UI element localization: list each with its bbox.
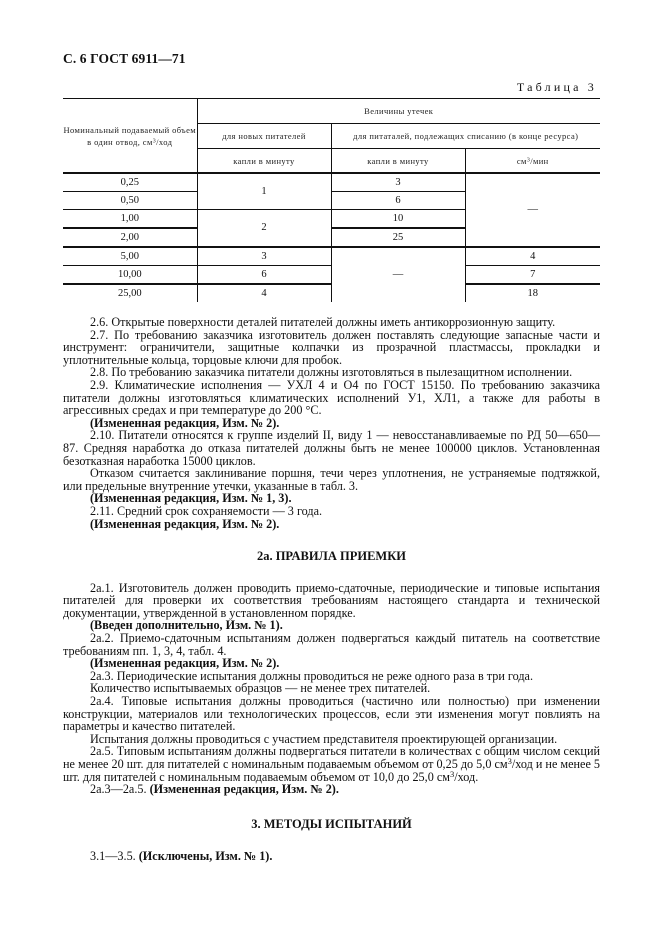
table-row: [63, 247, 600, 266]
clause-3-1-3-5: 3.1—3.5. (Исключены, Изм. № 1).: [90, 849, 273, 864]
clause-2-10: 2.10. Питатели относятся к группе изделий II, виду 1 — невосстанавливаемые по РД 50—650—87. Средняя наработка до отказа питателей должны быть не менее 100000 циклов. Установленная безотказная наработка 15000 циклов.: [63, 428, 600, 468]
cell-writeoff-cm3: 4: [465, 247, 600, 266]
document-body: [63, 316, 600, 863]
clause-2a-3-samples: Количество испытываемых образцов — не менее трех питателей.: [90, 681, 431, 696]
clause-2a-5: 2а.5. Типовым испытаниям должны подвергаться питатели в количествах с общим числом секций не менее 20 шт. для питателей с номинальным подаваемым объемом от 0,25 до 5,0 $см^3$/ход и не менее 5 шт. для питателей с номинальным подаваемым объемом от 10,0 до 25,0 $см^3$/ход.: [63, 744, 601, 784]
cell-writeoff-drops: 3: [331, 173, 465, 192]
cell-volume: 0,50: [63, 192, 197, 210]
amendment-note: (Введен дополнительно, Изм. № 1).: [90, 618, 283, 633]
cell-volume: 10,00: [63, 266, 197, 285]
cell-new-drops: 6: [197, 266, 331, 285]
amendment-note: (Измененная редакция, Изм. № 2).: [90, 656, 280, 671]
cell-writeoff-cm3: —: [465, 173, 600, 247]
cell-volume: 5,00: [63, 247, 197, 266]
section-title-acceptance-rules: 2а. ПРАВИЛА ПРИЕМКИ: [256, 549, 407, 564]
table-row: [63, 173, 600, 192]
leakage-table: [63, 98, 600, 302]
amendment-note-2a-3-5: 2а.3—2а.5. (Измененная редакция, Изм. № 2).: [90, 782, 339, 797]
amendment-note: (Измененная редакция, Изм. № 1, 3).: [90, 491, 292, 506]
cell-volume: 0,25: [63, 173, 197, 192]
clause-2-7: 2.7. По требованию заказчика изготовитель должен поставлять следующие запасные части и инструмент: ограничители, защитные колпачки из прозрачной пластмассы, прокладки и уплотнительные кольца, торцовые ключи для пробок.: [63, 327, 600, 367]
clause-2a-4: 2а.4. Типовые испытания должны проводиться (частично или полностью) при изменении конструкции, материалов или технологических процессов, если эти изменения могут повлиять на параметры и качество питателей.: [63, 694, 600, 734]
cell-writeoff-drops: 6: [331, 192, 465, 210]
clause-2-6: 2.6. Открытые поверхности деталей питателей должны иметь антикоррозионную защиту.: [90, 315, 556, 329]
header-nominal-volume: Номинальный подаваемый объем в один отвод, $см^3$/ход: [63, 99, 197, 174]
clause-2a-4-participation: Испытания должны проводиться с участием представителя проектирующей организации.: [90, 731, 558, 746]
section-title-test-methods: 3. МЕТОДЫ ИСПЫТАНИЙ: [251, 816, 412, 831]
header-new-feeders: для новых питателей: [197, 124, 331, 149]
cell-writeoff-drops: 10: [331, 210, 465, 229]
header-drops-writeoff: капли в минуту: [331, 149, 465, 174]
cell-new-drops: 4: [197, 284, 331, 302]
clause-2a-3: 2а.3. Периодические испытания должны проводиться не реже одного раза в три года.: [90, 668, 533, 683]
cell-writeoff-cm3: 7: [465, 266, 600, 285]
cell-new-drops: 3: [197, 247, 331, 266]
cell-volume: 1,00: [63, 210, 197, 229]
clause-2-11: 2.11. Средний срок сохраняемости — 3 года.: [90, 503, 323, 518]
header-drops-new: капли в минуту: [197, 149, 331, 174]
clause-2-8: 2.8. По требованию заказчика питатели должны изготовляться в пылезащитном исполнении.: [90, 365, 573, 380]
header-cm3-writeoff: $см^3$/мин: [465, 149, 600, 174]
clause-2a-2: 2а.2. Приемо-сдаточным испытаниям должен подвергаться каждый питатель на соответствие требованиям пп. 1, 3, 4, табл. 4.: [63, 631, 600, 658]
clause-2-9: 2.9. Климатические исполнения — УХЛ 4 и О4 по ГОСТ 15150. По требованию заказчика питатели должны изготовляться климатических исполнений У1, ХЛ1, а также для работы в агрессивных средах и при температуре до 200 °С.: [63, 377, 600, 418]
amendment-note: (Измененная редакция, Изм. № 2).: [90, 415, 280, 430]
cell-volume: 25,00: [63, 284, 197, 302]
cell-writeoff-drops: 25: [331, 228, 465, 247]
table-caption: Таблица 3: [516, 80, 597, 94]
amendment-note: (Измененная редакция, Изм. № 2).: [90, 516, 280, 531]
cell-writeoff-cm3: 18: [465, 284, 600, 302]
cell-new-drops: 1: [197, 173, 331, 210]
clause-2-10-failure: Отказом считается заклинивание поршня, течи через уплотнения, не устраняемые подтяжкой, или предельные внутренние утечки, указанные в табл. 3.: [63, 466, 600, 493]
cell-writeoff-drops: —: [331, 247, 465, 302]
header-writeoff-feeders: для питаталей, подлежащих списанию (в конце ресурса): [331, 124, 600, 149]
cell-volume: 2,00: [63, 228, 197, 247]
header-leak-values: Величины утечек: [197, 99, 600, 124]
page-header: С. 6 ГОСТ 6911—71: [63, 51, 186, 66]
clause-2a-1: 2а.1. Изготовитель должен проводить приемо-сдаточные, периодические и типовые испытания питателей для проверки их соответствия требованиям настоящего стандарта и технической документации, утвержденной в установленном порядке.: [63, 580, 600, 620]
cell-new-drops: 2: [197, 210, 331, 248]
